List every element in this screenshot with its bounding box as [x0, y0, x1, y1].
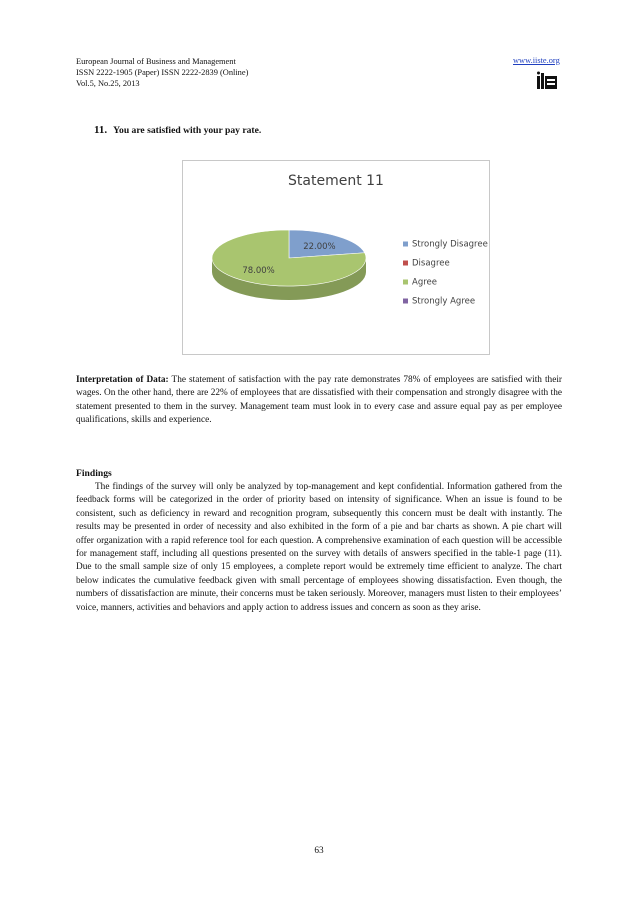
legend-swatch-strongly-agree [403, 299, 408, 304]
interpretation-paragraph [76, 374, 562, 428]
question-text: You are satisfied with your pay rate. [113, 125, 262, 136]
journal-url-link[interactable]: www.iiste.org [513, 56, 560, 65]
question-number: 11. [94, 124, 108, 136]
interpretation-text: The statement of satisfaction with the pay rate demonstrates 78% of employees are satisfied with their wages. On the other hand, there are 22% of employees that are dissatisfied with their compensation and strongly disagree with the statement presented to them in the survey. Management team must look in to every case and assure equal pay as per employee qualifications, skills and experience. [76, 375, 563, 426]
pie-chart [182, 160, 490, 355]
iiste-logo-icon [536, 70, 558, 90]
question-heading [94, 124, 261, 136]
journal-issn: ISSN 2222-1905 (Paper) ISSN 2222-2839 (Online) [76, 68, 249, 77]
legend-swatch-disagree [403, 261, 408, 266]
findings-heading: Findings [76, 468, 112, 479]
page-number: 63 [314, 846, 324, 856]
legend-swatch-agree [403, 280, 408, 285]
data-label-strongly-disagree: 22.00% [303, 242, 336, 253]
data-label-agree: 78.00% [242, 265, 275, 276]
interpretation-label: Interpretation of Data: [76, 375, 169, 385]
chart-canvas [183, 161, 489, 354]
findings-paragraph: The findings of the survey will only be analyzed by top-management and kept confidential. Information gathered from the feedback forms will be categorized in the order of priority based on intensity of significance. When an issue is found to be consistent, such as deficiency in reward and recognition program, subsequently this concern must be dealt with instantly. The results may be presented in order of necessity and also exhibited in the form of a pie and bar charts as shown. A pie chart will offer organization with a rapid reference tool for each question. A comprehensive examination of each question will be accessible for management staff, including all questions presented on the survey with details of answers specified in the table-1 page (11). Due to the small sample size of only 15 employees, a complete report would be extremely time efficient to analyze. The chart below indicates the cumulative feedback given with small percentage of employees showing dissatisfaction. Even though, the numbers of dissatisfaction are minute, their concerns must be taken seriously. Moreover, managers must listen to their employees’ voice, manners, activities and behaviors and apply action to address issues and concern as soon as they arise. [76, 482, 562, 613]
legend-label-strongly-disagree: Strongly Disagree [412, 239, 488, 250]
legend-label-disagree: Disagree [412, 258, 450, 269]
journal-volume: Vol.5, No.25, 2013 [76, 79, 140, 88]
chart-title: Statement 11 [288, 173, 384, 189]
journal-name: European Journal of Business and Management [76, 57, 236, 66]
legend-label-strongly-agree: Strongly Agree [412, 296, 476, 307]
journal-header [76, 56, 248, 89]
legend-swatch-strongly-disagree [403, 242, 408, 247]
legend-label-agree: Agree [412, 277, 437, 288]
